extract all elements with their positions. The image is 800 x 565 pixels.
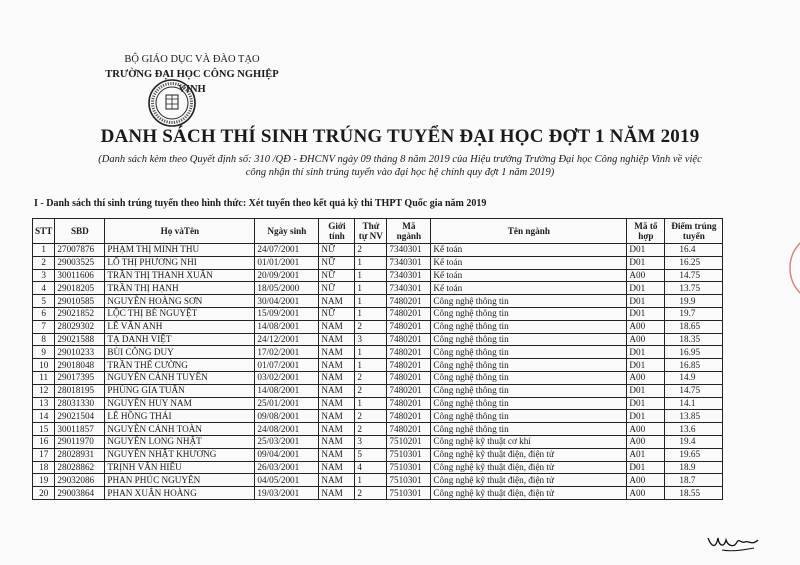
table-cell: PHAN XUÂN HOÀNG — [105, 487, 255, 500]
table-row — [33, 474, 723, 487]
table-row — [33, 371, 723, 384]
table-cell: 3 — [33, 269, 55, 282]
table-cell: 15 — [33, 423, 55, 436]
table-row — [33, 307, 723, 320]
table-row — [33, 269, 723, 282]
table-cell: 1 — [355, 346, 387, 359]
table-cell: A00 — [627, 474, 665, 487]
table-cell: D01 — [627, 256, 665, 269]
table-cell: 04/05/2001 — [255, 474, 319, 487]
table-cell: Công nghệ thông tin — [431, 397, 627, 410]
table-cell: NAM — [319, 333, 355, 346]
table-cell: 28018195 — [55, 384, 105, 397]
table-cell: Công nghệ kỹ thuật điện, điện tử — [431, 461, 627, 474]
table-cell: 29011970 — [55, 435, 105, 448]
table-cell: 7480201 — [387, 384, 431, 397]
table-cell: NỮ — [319, 269, 355, 282]
table-cell: 16.25 — [665, 256, 723, 269]
table-cell: 30011857 — [55, 423, 105, 436]
table-cell: 1 — [355, 295, 387, 308]
table-cell: BÙI CÔNG DUY — [105, 346, 255, 359]
table-cell: NAM — [319, 320, 355, 333]
table-cell: 7 — [33, 320, 55, 333]
table-cell: Kế toán — [431, 269, 627, 282]
table-cell: NAM — [319, 410, 355, 423]
table-cell: D01 — [627, 384, 665, 397]
table-cell: Công nghệ kỹ thuật điện, điện tử — [431, 474, 627, 487]
table-cell: NAM — [319, 346, 355, 359]
table-row — [33, 359, 723, 372]
table-row — [33, 397, 723, 410]
table-cell: NAM — [319, 371, 355, 384]
table-cell: 1 — [355, 359, 387, 372]
table-cell: NỮ — [319, 282, 355, 295]
table-cell: LÊ VĂN ANH — [105, 320, 255, 333]
table-cell: 10 — [33, 359, 55, 372]
table-cell: 7480201 — [387, 410, 431, 423]
table-cell: 14.1 — [665, 397, 723, 410]
table-cell: Công nghệ thông tin — [431, 295, 627, 308]
table-cell: A00 — [627, 320, 665, 333]
table-cell: 1 — [355, 269, 387, 282]
table-row — [33, 244, 723, 257]
table-cell: 4 — [355, 461, 387, 474]
table-cell: 2 — [355, 423, 387, 436]
table-cell: 4 — [33, 282, 55, 295]
table-cell: 7510301 — [387, 474, 431, 487]
table-cell: PHÙNG GIA TUẤN — [105, 384, 255, 397]
col-header: SBD — [55, 219, 105, 244]
table-cell: 3 — [355, 333, 387, 346]
table-cell: LÊ HỒNG THÁI — [105, 410, 255, 423]
table-cell: Công nghệ thông tin — [431, 346, 627, 359]
table-cell: TRỊNH VĂN HIẾU — [105, 461, 255, 474]
table-cell: 7480201 — [387, 371, 431, 384]
admission-table — [32, 218, 723, 500]
table-row — [33, 295, 723, 308]
table-cell: 2 — [355, 384, 387, 397]
table-cell: 28031330 — [55, 397, 105, 410]
table-cell: NAM — [319, 487, 355, 500]
table-cell: 01/07/2001 — [255, 359, 319, 372]
table-cell: 19.4 — [665, 435, 723, 448]
partial-red-stamp — [786, 228, 800, 308]
table-cell: A00 — [627, 333, 665, 346]
table-cell: 30011606 — [55, 269, 105, 282]
table-cell: PHẠM THỊ MINH THU — [105, 244, 255, 257]
col-header: Thứ tự NV — [355, 219, 387, 244]
table-cell: 17 — [33, 448, 55, 461]
table-cell: D01 — [627, 346, 665, 359]
table-cell: 14/08/2001 — [255, 384, 319, 397]
table-cell: Công nghệ thông tin — [431, 320, 627, 333]
table-cell: 28028862 — [55, 461, 105, 474]
table-cell: TRẦN THẾ CƯỜNG — [105, 359, 255, 372]
table-cell: NỮ — [319, 307, 355, 320]
table-cell: 19.9 — [665, 295, 723, 308]
table-cell: 14.9 — [665, 371, 723, 384]
table-cell: NAM — [319, 423, 355, 436]
col-header: Điểm trúng tuyển — [665, 219, 723, 244]
table-cell: NAM — [319, 448, 355, 461]
table-cell: LỘC THỊ BÉ NGUYỆT — [105, 307, 255, 320]
table-cell: 18/05/2000 — [255, 282, 319, 295]
table-cell: A00 — [627, 435, 665, 448]
col-header: Tên ngành — [431, 219, 627, 244]
table-cell: D01 — [627, 295, 665, 308]
table-cell: 15/09/2001 — [255, 307, 319, 320]
table-cell: D01 — [627, 282, 665, 295]
col-header: Mã tổ hợp — [627, 219, 665, 244]
table-cell: 26/03/2001 — [255, 461, 319, 474]
table-cell: 16.4 — [665, 244, 723, 257]
university-name: TRƯỜNG ĐẠI HỌC CÔNG NGHIỆP VINH — [105, 69, 279, 95]
table-cell: 7480201 — [387, 397, 431, 410]
table-cell: D01 — [627, 397, 665, 410]
table-cell: Công nghệ kỹ thuật điện, điện tử — [431, 487, 627, 500]
table-cell: 16.85 — [665, 359, 723, 372]
table-cell: NAM — [319, 397, 355, 410]
col-header: STT — [33, 219, 55, 244]
table-cell: 03/02/2001 — [255, 371, 319, 384]
table-cell: 7340301 — [387, 244, 431, 257]
table-cell: 24/07/2001 — [255, 244, 319, 257]
table-row — [33, 384, 723, 397]
table-row — [33, 320, 723, 333]
table-cell: A01 — [627, 448, 665, 461]
table-row — [33, 435, 723, 448]
table-cell: 29021588 — [55, 333, 105, 346]
table-cell: 19 — [33, 474, 55, 487]
table-cell: 24/12/2001 — [255, 333, 319, 346]
table-cell: NAM — [319, 435, 355, 448]
table-cell: 29010233 — [55, 346, 105, 359]
table-row — [33, 487, 723, 500]
table-cell: 20 — [33, 487, 55, 500]
table-cell: NAM — [319, 384, 355, 397]
table-cell: PHAN PHÚC NGUYÊN — [105, 474, 255, 487]
table-cell: 1 — [355, 474, 387, 487]
table-cell: 29003525 — [55, 256, 105, 269]
table-cell: 1 — [355, 282, 387, 295]
table-cell: 1 — [355, 307, 387, 320]
table-cell: D01 — [627, 410, 665, 423]
table-cell: 13 — [33, 397, 55, 410]
col-header: Mã ngành — [387, 219, 431, 244]
table-cell: 1 — [355, 256, 387, 269]
table-cell: NỮ — [319, 256, 355, 269]
table-cell: 13.6 — [665, 423, 723, 436]
table-cell: 14 — [33, 410, 55, 423]
table-row — [33, 346, 723, 359]
table-cell: 30/04/2001 — [255, 295, 319, 308]
table-cell: Kế toán — [431, 282, 627, 295]
table-cell: 2 — [355, 320, 387, 333]
table-cell: Kế toán — [431, 244, 627, 257]
table-cell: NGUYỄN NHẬT KHƯƠNG — [105, 448, 255, 461]
table-cell: 18.35 — [665, 333, 723, 346]
subtitle-line-1: (Danh sách kèm theo Quyết định số: 310 /QĐ - ĐHCNV ngày 09 tháng 8 năm 2019 của Hiệu trưởng Trường Đại học Công nghiệp Vinh về việc — [98, 154, 702, 165]
table-cell: 1 — [33, 244, 55, 257]
table-cell: 7480201 — [387, 359, 431, 372]
table-cell: A00 — [627, 487, 665, 500]
table-row — [33, 333, 723, 346]
table-cell: 8 — [33, 333, 55, 346]
table-cell: 7510201 — [387, 435, 431, 448]
table-cell: 7480201 — [387, 333, 431, 346]
table-cell: 01/01/2001 — [255, 256, 319, 269]
table-cell: TRẦN THỊ THANH XUÂN — [105, 269, 255, 282]
table-cell: D01 — [627, 359, 665, 372]
table-cell: D01 — [627, 461, 665, 474]
table-row — [33, 448, 723, 461]
table-cell: 13.75 — [665, 282, 723, 295]
table-cell: 19.65 — [665, 448, 723, 461]
table-cell: 18.7 — [665, 474, 723, 487]
table-cell: Công nghệ thông tin — [431, 333, 627, 346]
table-cell: 11 — [33, 371, 55, 384]
table-cell: 29018205 — [55, 282, 105, 295]
table-cell: NAM — [319, 474, 355, 487]
table-cell: 7510301 — [387, 487, 431, 500]
col-header: Giới tính — [319, 219, 355, 244]
table-cell: NGUYỄN CẢNH TOÀN — [105, 423, 255, 436]
table-cell: 7510301 — [387, 461, 431, 474]
table-cell: 29003864 — [55, 487, 105, 500]
table-cell: Kế toán — [431, 256, 627, 269]
table-cell: 29010585 — [55, 295, 105, 308]
table-cell: 13.85 — [665, 410, 723, 423]
table-cell: 18 — [33, 461, 55, 474]
table-cell: 7480201 — [387, 423, 431, 436]
table-cell: 6 — [33, 307, 55, 320]
table-cell: 25/03/2001 — [255, 435, 319, 448]
table-cell: Công nghệ thông tin — [431, 371, 627, 384]
table-cell: 1 — [355, 397, 387, 410]
col-header: Ngày sinh — [255, 219, 319, 244]
table-cell: 09/04/2001 — [255, 448, 319, 461]
table-cell: 9 — [33, 346, 55, 359]
table-cell: Công nghệ thông tin — [431, 410, 627, 423]
table-cell: NAM — [319, 359, 355, 372]
table-cell: 2 — [355, 371, 387, 384]
table-cell: 20/09/2001 — [255, 269, 319, 282]
table-cell: 2 — [33, 256, 55, 269]
table-cell: NGUYỄN CẢNH TUYÊN — [105, 371, 255, 384]
table-cell: 7480201 — [387, 320, 431, 333]
table-cell: 7340301 — [387, 256, 431, 269]
document-subtitle — [0, 153, 800, 179]
table-cell: 14.75 — [665, 384, 723, 397]
table-cell: 29032086 — [55, 474, 105, 487]
table-cell: NGUYỄN LONG NHẬT — [105, 435, 255, 448]
table-cell: 12 — [33, 384, 55, 397]
table-cell: 18.9 — [665, 461, 723, 474]
table-row — [33, 461, 723, 474]
table-cell: A00 — [627, 423, 665, 436]
table-cell: 7480201 — [387, 307, 431, 320]
table-cell: D01 — [627, 244, 665, 257]
table-cell: Công nghệ thông tin — [431, 359, 627, 372]
table-cell: D01 — [627, 307, 665, 320]
table-cell: 14.75 — [665, 269, 723, 282]
table-cell: 19/03/2001 — [255, 487, 319, 500]
subtitle-line-2: công nhận thí sinh trúng tuyển vào đại học hệ chính quy đợt 1 năm 2019) — [245, 167, 555, 178]
table-cell: 25/01/2001 — [255, 397, 319, 410]
table-row — [33, 256, 723, 269]
col-header: Họ vàTên — [105, 219, 255, 244]
table-row — [33, 410, 723, 423]
table-cell: 09/08/2001 — [255, 410, 319, 423]
table-cell: TẠ DANH VIỆT — [105, 333, 255, 346]
table-cell: Công nghệ thông tin — [431, 307, 627, 320]
table-cell: 19.7 — [665, 307, 723, 320]
table-row — [33, 282, 723, 295]
table-header-row — [33, 219, 723, 244]
table-cell: 28029302 — [55, 320, 105, 333]
table-cell: 16 — [33, 435, 55, 448]
table-cell: NAM — [319, 461, 355, 474]
table-cell: Công nghệ thông tin — [431, 384, 627, 397]
table-cell: A00 — [627, 269, 665, 282]
table-cell: 24/08/2001 — [255, 423, 319, 436]
table-cell: NGUYỄN HUY NAM — [105, 397, 255, 410]
table-cell: 18.65 — [665, 320, 723, 333]
table-cell: LÔ THỊ PHƯƠNG NHI — [105, 256, 255, 269]
table-cell: NỮ — [319, 244, 355, 257]
table-cell: 3 — [355, 435, 387, 448]
table-cell: NAM — [319, 295, 355, 308]
table-cell: 29021504 — [55, 410, 105, 423]
table-cell: 2 — [355, 410, 387, 423]
table-cell: 7340301 — [387, 282, 431, 295]
table-cell: Công nghệ thông tin — [431, 423, 627, 436]
table-cell: NGUYỄN HOÀNG SƠN — [105, 295, 255, 308]
table-cell: Công nghệ kỹ thuật cơ khí — [431, 435, 627, 448]
table-cell: 18.55 — [665, 487, 723, 500]
table-cell: A00 — [627, 371, 665, 384]
signature-mark — [704, 530, 762, 554]
table-cell: 7480201 — [387, 295, 431, 308]
table-cell: 7340301 — [387, 269, 431, 282]
table-cell: 28028931 — [55, 448, 105, 461]
table-cell: 7510301 — [387, 448, 431, 461]
table-cell: 29017395 — [55, 371, 105, 384]
document-title: DANH SÁCH THÍ SINH TRÚNG TUYỂN ĐẠI HỌC ĐỢT 1 NĂM 2019 — [100, 126, 700, 147]
table-cell: 27007876 — [55, 244, 105, 257]
section-title: I - Danh sách thí sinh trúng tuyển theo hình thức: Xét tuyển theo kết quả kỳ thi THPT Quốc gia năm 2019 — [34, 198, 487, 209]
table-cell: 5 — [355, 448, 387, 461]
table-cell: 14/08/2001 — [255, 320, 319, 333]
table-cell: 16.95 — [665, 346, 723, 359]
table-cell: 17/02/2001 — [255, 346, 319, 359]
table-row — [33, 423, 723, 436]
table-cell: 29018048 — [55, 359, 105, 372]
ministry-name: BỘ GIÁO DỤC VÀ ĐÀO TẠO — [124, 54, 260, 65]
table-cell: 7480201 — [387, 346, 431, 359]
table-cell: 5 — [33, 295, 55, 308]
table-cell: 29021852 — [55, 307, 105, 320]
table-cell: Công nghệ kỹ thuật điện, điện tử — [431, 448, 627, 461]
university-seal-icon — [147, 78, 197, 128]
table-cell: 2 — [355, 244, 387, 257]
table-cell: 2 — [355, 487, 387, 500]
table-cell: TRẦN THỊ HẠNH — [105, 282, 255, 295]
